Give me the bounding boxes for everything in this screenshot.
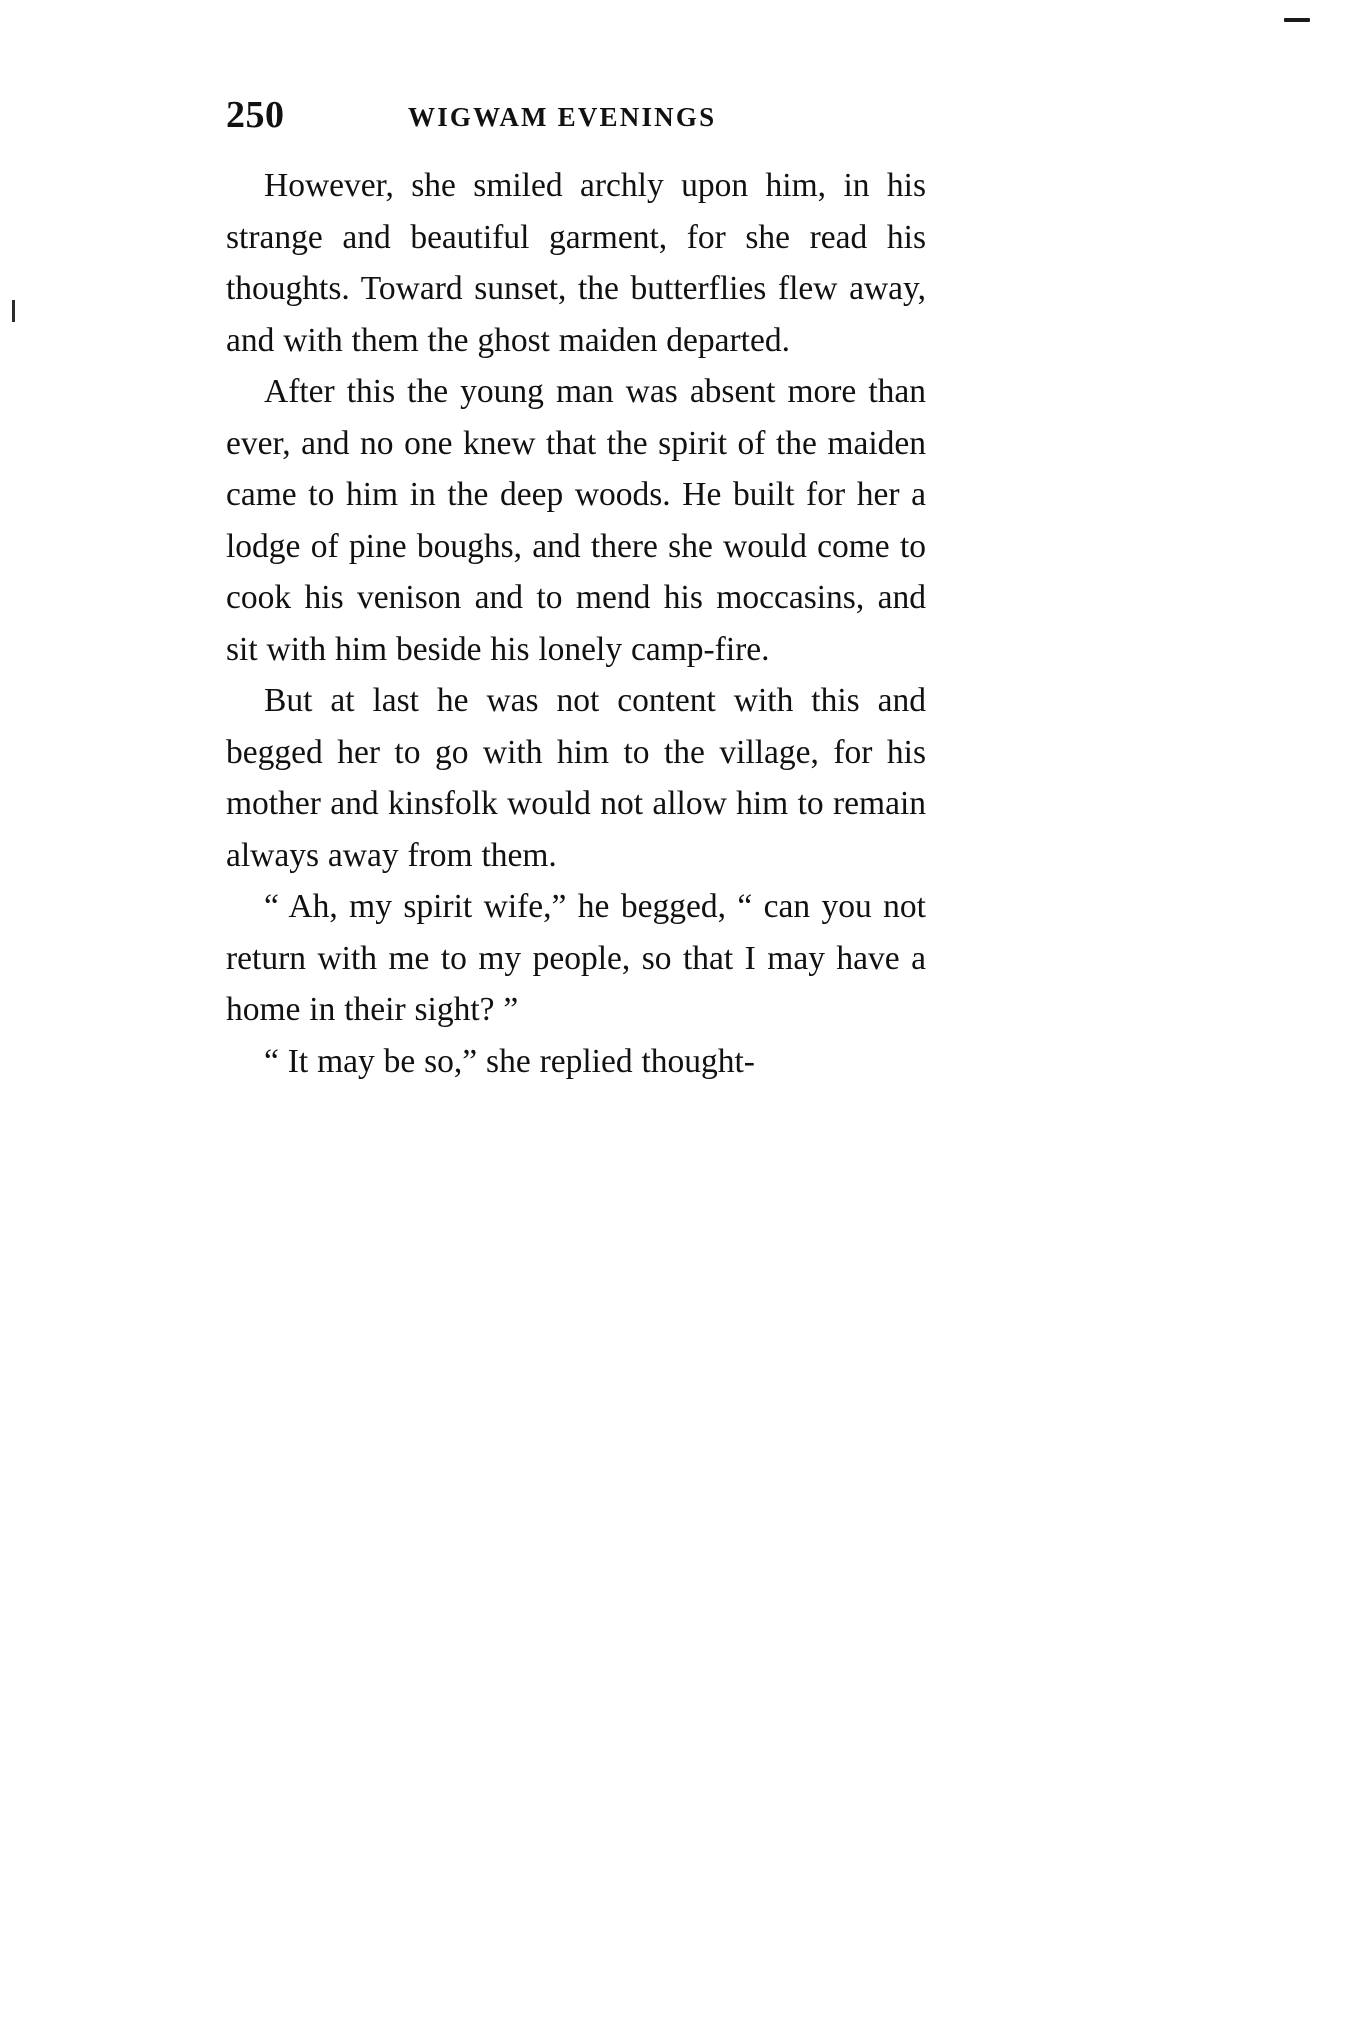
paragraph: After this the young man was absent more than ever, and no one knew that the spirit of the maiden came to him in the deep woods. He built for her a lodge of pine boughs, and there she would come to cook his venison and to mend his moccasins, and sit with him beside his lonely camp-fire. <box>226 373 926 668</box>
paragraph: But at last he was not content with this and begged her to go with him to the village, for his mother and kinsfolk would not allow him to remain always away from them. <box>226 682 926 874</box>
scan-mark-top-right-icon <box>1284 18 1310 22</box>
page-number: 250 <box>226 94 285 136</box>
paragraph: However, she smiled archly upon him, in his strange and beautiful garment, for she read his thoughts. Toward sunset, the butterflies flew away, and with them the ghost maiden departed. <box>226 167 926 359</box>
paragraph: “ Ah, my spirit wife,” he begged, “ can you not return with me to my people, so that I may have a home in their sight? ” <box>226 888 926 1028</box>
page-header <box>226 92 926 138</box>
running-head: WIGWAM EVENINGS <box>408 102 717 132</box>
paragraph: “ It may be so,” she replied thought- <box>264 1042 755 1080</box>
scan-mark-left-margin-icon <box>12 300 15 322</box>
page-body <box>226 160 926 1087</box>
